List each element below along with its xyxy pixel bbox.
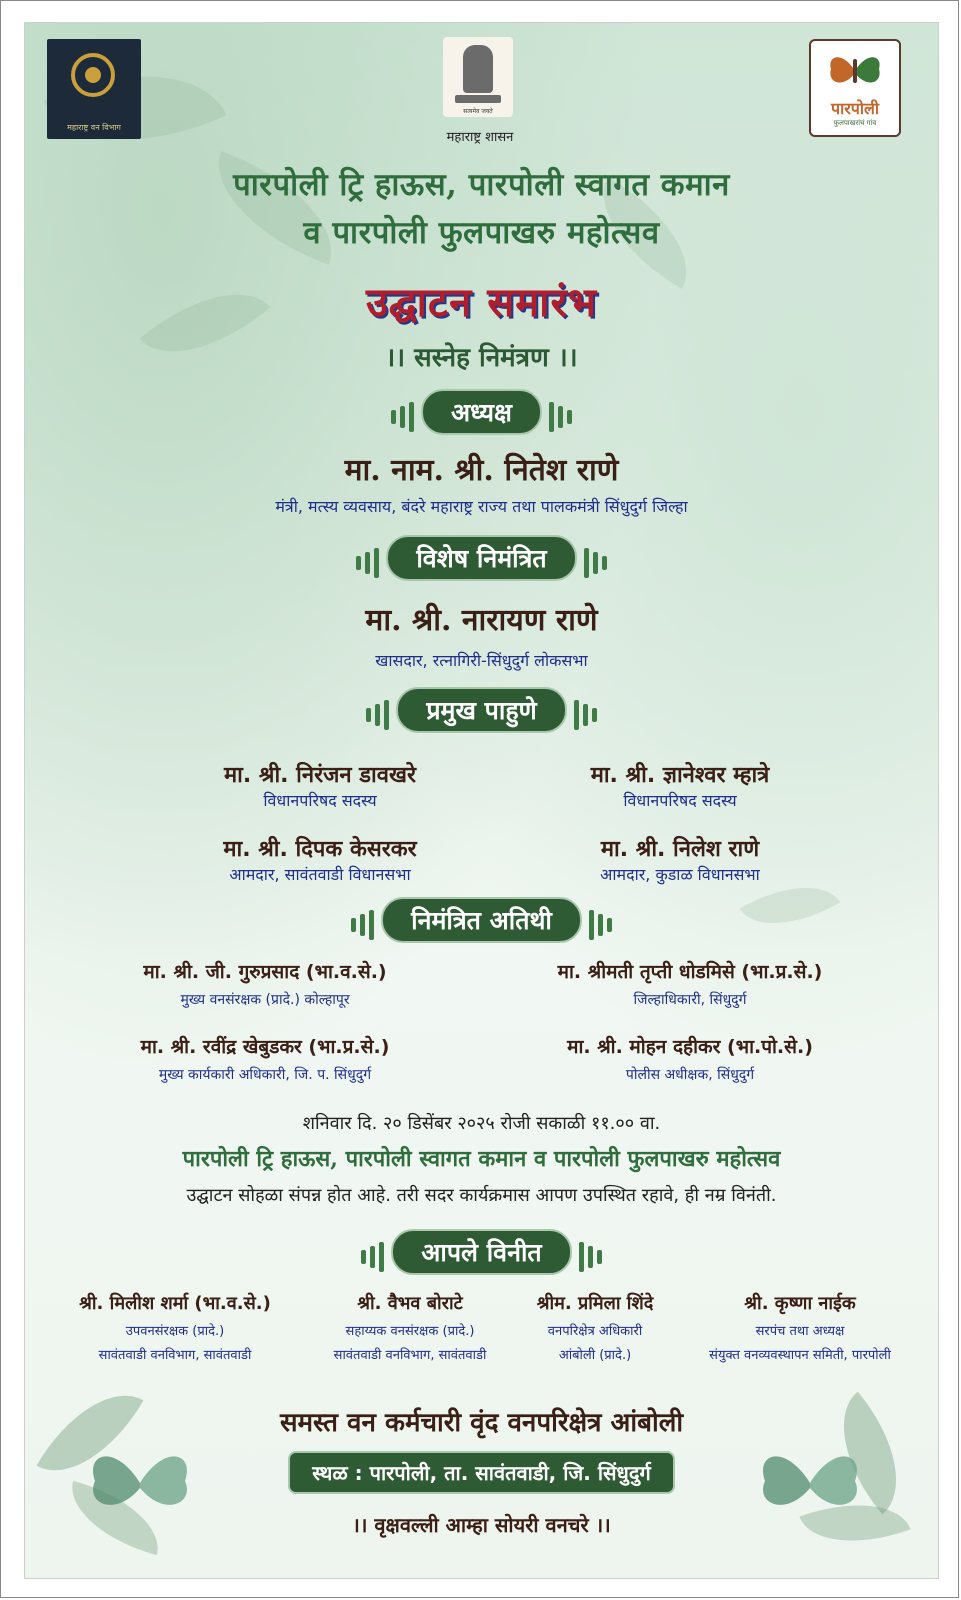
- host-designation: सरपंच तथा अध्यक्ष: [755, 1324, 845, 1339]
- host-card: [25, 1291, 325, 1363]
- guest-designation: मुख्य वनसंरक्षक (प्रादे.) कोल्हापूर: [180, 992, 350, 1008]
- bars-decoration-left: [364, 700, 391, 730]
- section-chair: [25, 389, 938, 435]
- section-label-special: विशेष निमंत्रित: [386, 535, 576, 581]
- event-heading-line-1: पारपोली ट्रि हाऊस, पारपोली स्वागत कमान: [233, 167, 730, 203]
- venue-wrap: [25, 1451, 938, 1494]
- event-datetime: शनिवार दि. २० डिसेंबर २०२५ रोजी सकाळी ११.०० वा.: [302, 1113, 661, 1134]
- event-festival-name: पारपोली ट्रि हाऊस, पारपोली स्वागत कमान व पारपोली फुलपाखरु महोत्सव: [182, 1146, 781, 1172]
- host-name: श्रीम. प्रमिला शिंदे: [536, 1293, 654, 1314]
- section-label-chief-guests: प्रमुख पाहुणे: [396, 687, 566, 733]
- special-guest-designation: खासदार, रत्नागिरी-सिंधुदुर्ग लोकसभा: [375, 651, 588, 670]
- guest-designation: जिल्हाधिकारी, सिंधुदुर्ग: [633, 992, 747, 1008]
- guest-designation: पोलीस अधीक्षक, सिंधुदुर्ग: [625, 1067, 755, 1083]
- emblem-base: [455, 95, 501, 103]
- state-emblem-logo: [443, 37, 513, 117]
- chair-designation: मंत्री, मत्स्य व्यवसाय, बंदरे महाराष्ट्र राज्य तथा पालकमंत्री सिंधुदुर्ग जिल्हा: [275, 497, 688, 516]
- host-card: [300, 1291, 520, 1363]
- section-special: [25, 535, 938, 581]
- badge-icon: [71, 53, 115, 97]
- invited-guest-card: [470, 958, 910, 1009]
- guest-designation: मुख्य कार्यकारी अधिकारी, जि. प. सिंधुदुर्ग: [158, 1067, 372, 1083]
- guest-name: मा. श्री. रवींद्र खेबुडकर (भा.प्र.से.): [140, 1036, 390, 1058]
- forest-department-logo: [47, 39, 141, 139]
- bars-decoration-right: [547, 402, 574, 432]
- host-name: श्री. मिलीश शर्मा (भा.व.से.): [79, 1293, 271, 1314]
- guest-designation: विधानपरिषद सदस्य: [263, 791, 377, 810]
- parpoli-logo-caption: फुलपाखरांचं गांव: [833, 119, 877, 127]
- parpoli-logo: [809, 39, 901, 137]
- section-label-hosts: आपले विनीत: [391, 1229, 571, 1275]
- section-label-invited-guests: निमंत्रित अतिथी: [381, 897, 582, 943]
- motto-line: ।। वृक्षवल्ली आम्हा सोयरी वनचरे ।।: [352, 1513, 611, 1537]
- host-name: श्री. कृष्णा नाईक: [744, 1293, 856, 1314]
- host-designation: सहाय्यक वनसंरक्षक (प्रादे.): [345, 1324, 475, 1339]
- bars-decoration-right: [587, 910, 614, 940]
- host-card: [505, 1291, 685, 1363]
- special-guest-name: मा. श्री. नारायण राणे: [365, 603, 598, 638]
- guest-designation: आमदार, कुडाळ विधानसभा: [600, 865, 760, 884]
- host-office: सावंतवाडी वनविभाग, सावंतवाडी: [98, 1348, 252, 1363]
- guest-name: मा. श्री. निरंजन डावखरे: [224, 763, 416, 788]
- section-invited-guests: [25, 897, 938, 943]
- bars-decoration-left: [349, 910, 376, 940]
- chief-guest-card: [155, 833, 485, 885]
- butterfly-logo-icon: [825, 51, 885, 91]
- host-office: संयुक्त वनव्यवस्थापन समिती, पारपोली: [709, 1348, 891, 1363]
- bars-decoration-left: [359, 1242, 386, 1272]
- invited-guest-card: [45, 958, 485, 1009]
- section-label-chair: अध्यक्ष: [421, 389, 542, 435]
- invited-guest-card: [45, 1033, 485, 1084]
- guest-designation: विधानपरिषद सदस्य: [623, 791, 737, 810]
- government-label: महाराष्ट्र शासन: [446, 130, 514, 145]
- guest-name: मा. श्री. निलेश राणे: [600, 837, 760, 862]
- emblem-caption: सत्यमेव जयते: [463, 108, 493, 115]
- host-designation: उपवनसंरक्षक (प्रादे.): [125, 1324, 225, 1339]
- staff-line: समस्त वन कर्मचारी वृंद वनपरिक्षेत्र आंबोली: [279, 1408, 684, 1438]
- section-chief-guests: [25, 687, 938, 733]
- ceremony-title: उद्घाटन समारंभ: [365, 279, 598, 326]
- chief-guest-card: [515, 759, 845, 811]
- host-office: आंबोली (प्रादे.): [558, 1348, 632, 1363]
- event-heading-line-2: व पारपोली फुलपाखरु महोत्सव: [303, 215, 660, 251]
- section-hosts: [25, 1229, 938, 1275]
- invitation-card: [24, 22, 939, 1579]
- forest-department-caption: महाराष्ट्र वन विभाग: [67, 123, 121, 132]
- host-office: सावंतवाडी वनविभाग, सावंतवाडी: [333, 1348, 487, 1363]
- guest-name: मा. श्री. जी. गुरुप्रसाद (भा.व.से.): [143, 961, 387, 983]
- bars-decoration-left: [354, 548, 381, 578]
- guest-name: मा. श्रीमती तृप्ती धोडमिसे (भा.प्र.से.): [557, 961, 823, 983]
- bars-decoration-right: [572, 700, 599, 730]
- invited-guest-card: [470, 1033, 910, 1084]
- invitation-line: ।। सस्नेह निमंत्रण ।।: [385, 343, 578, 373]
- venue-banner: स्थळ : पारपोली, ता. सावंतवाडी, जि. सिंधुदुर्ग: [288, 1451, 674, 1494]
- chief-guest-card: [515, 833, 845, 885]
- lion-capital-icon: [463, 45, 493, 93]
- host-card: [675, 1291, 925, 1363]
- guest-designation: आमदार, सावंतवाडी विधानसभा: [229, 865, 411, 884]
- host-name: श्री. वैभव बोराटे: [357, 1293, 463, 1314]
- chief-guest-card: [155, 759, 485, 811]
- bars-decoration-right: [577, 1242, 604, 1272]
- bars-decoration-right: [582, 548, 609, 578]
- chair-name: मा. नाम. श्री. नितेश राणे: [344, 453, 619, 488]
- parpoli-logo-name: पारपोली: [830, 99, 879, 118]
- event-request: उद्घाटन सोहळा संपन्न होत आहे. तरी सदर कार्यक्रमास आपण उपस्थित रहावे, ही नम्र विनंती.: [186, 1185, 777, 1206]
- bars-decoration-left: [389, 402, 416, 432]
- host-designation: वनपरिक्षेत्र अधिकारी: [547, 1324, 643, 1339]
- guest-name: मा. श्री. ज्ञानेश्वर म्हात्रे: [590, 763, 770, 788]
- guest-name: मा. श्री. दिपक केसरकर: [223, 837, 417, 862]
- guest-name: मा. श्री. मोहन दहीकर (भा.पो.से.): [567, 1036, 813, 1058]
